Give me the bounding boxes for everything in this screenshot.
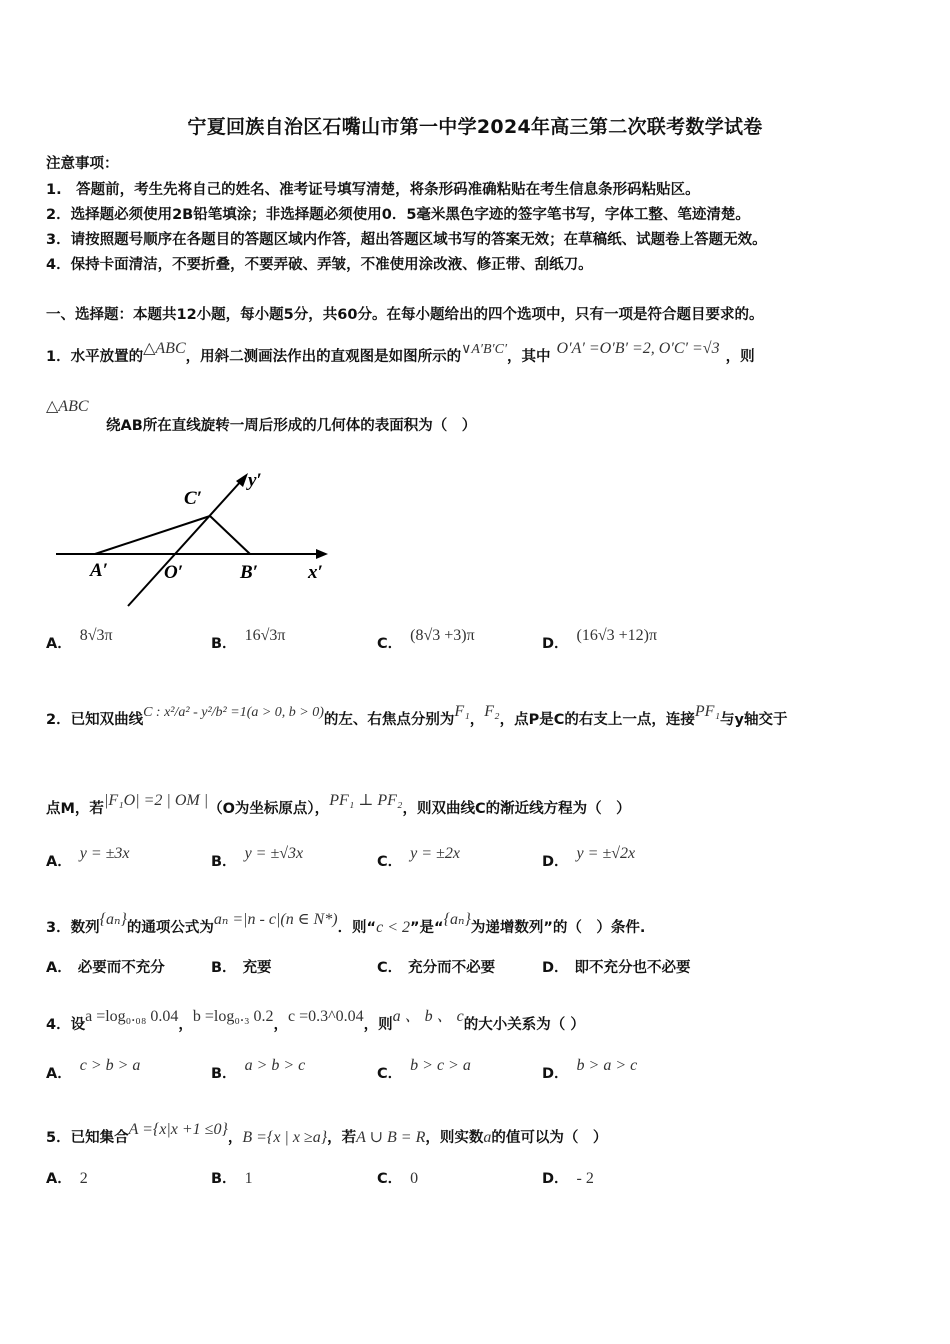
option-label: B． (211, 636, 237, 652)
q3-option-d[interactable] (542, 956, 691, 977)
option-label: C． (377, 1171, 403, 1187)
q5-text: ，则实数 (425, 1130, 484, 1146)
option-value: 2 (79, 1170, 88, 1187)
option-label: C． (377, 960, 403, 976)
q3-option-c[interactable] (377, 956, 495, 977)
q4-text: 的大小关系为（ ） (463, 1017, 585, 1033)
label-a-prime: A′ (90, 560, 109, 581)
q2-text: ，点P是C的右支上一点，连接 (499, 712, 695, 728)
q5-math-set-a: A ={x|x +1 ≤0} (128, 1121, 228, 1138)
q3-text: ．则“ (337, 920, 377, 936)
q4-option-d[interactable] (542, 1057, 638, 1083)
option-value: y = ±√3x (244, 845, 304, 862)
notice-heading: 注意事项： (46, 156, 119, 172)
q1-text: ，其中 (507, 349, 551, 365)
option-label: C． (377, 854, 403, 870)
question-1-line-2b: 绕AB所在直线旋转一周后形成的几何体的表面积为（ ） (106, 418, 477, 434)
label-c-prime: C′ (184, 488, 203, 509)
option-label: B． (211, 1066, 237, 1082)
q1-option-b[interactable] (211, 627, 286, 653)
option-value: 充分而不必要 (408, 960, 496, 976)
q4-text: ， (178, 1017, 193, 1033)
q3-text: 的通项公式为 (126, 920, 214, 936)
q2-text: 的左、右焦点分别为 (323, 712, 455, 728)
q4-text: 4．设 (46, 1017, 86, 1033)
option-value: a > b > c (244, 1057, 306, 1074)
q1-text: ，用斜二测画法作出的直观图是如图所示的 (185, 349, 462, 365)
q1-option-a[interactable] (46, 627, 113, 653)
q1-option-d[interactable] (542, 627, 658, 653)
q1-figure (50, 460, 350, 610)
q4-math-b: b =log₀.₃ 0.2 (192, 1008, 274, 1025)
q2-math-perp: PF₁ ⊥ PF₂ (329, 792, 403, 809)
q4-option-c[interactable] (377, 1057, 471, 1083)
q4-option-a[interactable] (46, 1057, 141, 1083)
question-3-line-1 (46, 909, 645, 937)
q3-text: 为递增数列”的（ ）条件. (470, 920, 646, 936)
q5-option-a[interactable] (46, 1167, 88, 1188)
option-label: D． (542, 1066, 569, 1082)
label-o-prime: O′ (164, 562, 184, 583)
label-y-prime: y′ (248, 470, 262, 491)
q1-math-triangle: △ABC (143, 340, 186, 357)
x-axis-arrow-icon (316, 549, 328, 559)
q1-math-triangle-2: △ABC (46, 398, 89, 415)
option-value: 16√3π (244, 627, 286, 644)
q4-text: ， (273, 1017, 289, 1033)
q4-math-a: a =log₀.₀₈ 0.04 (85, 1008, 179, 1025)
q2-option-d[interactable] (542, 845, 636, 871)
q4-option-b[interactable] (211, 1057, 306, 1083)
q5-option-d[interactable] (542, 1167, 594, 1188)
option-value: 必要而不充分 (77, 960, 165, 976)
option-label: A． (46, 960, 72, 976)
question-4-line-1 (46, 1003, 585, 1034)
q3-math-seq: {aₙ} (99, 911, 127, 928)
option-value: 充要 (242, 960, 272, 976)
q2-math-pf1: PF₁ (694, 703, 720, 720)
question-2-line-2 (46, 790, 631, 818)
q3-math-general: aₙ =|n - c|(n ∈ N*) (213, 911, 338, 928)
option-value: y = ±2x (410, 845, 460, 862)
q3-text: 3．数列 (46, 920, 100, 936)
section-heading: 一、选择题：本题共12小题，每小题5分，共60分。在每小题给出的四个选项中，只有一项是符合题目要求的。 (46, 307, 764, 323)
option-label: B． (211, 854, 237, 870)
option-value: 即不充分也不必要 (574, 960, 691, 976)
option-label: C． (377, 636, 403, 652)
exam-title: 宁夏回族自治区石嘴山市第一中学2024年高三第二次联考数学试卷 (187, 116, 763, 138)
q2-text: （O为坐标原点）， (208, 801, 330, 817)
option-value: (16√3 +12)π (576, 627, 658, 644)
q5-math-a: a (483, 1129, 492, 1146)
q5-math-set-b: B ={x | x ≥a} (242, 1129, 328, 1146)
option-label: D． (542, 854, 569, 870)
q2-math-f1: F₁ (454, 703, 470, 720)
q5-math-union: A ∪ B = R (356, 1129, 426, 1146)
notice-item-4: 4．保持卡面清洁，不要折叠，不要弄破、弄皱，不准使用涂改液、修正带、刮纸刀。 (46, 257, 593, 273)
q5-text: ，若 (327, 1130, 357, 1146)
question-1-line-2 (46, 398, 89, 424)
q4-text: ，则 (363, 1017, 393, 1033)
option-value: b > c > a (410, 1057, 471, 1074)
question-5-line-1 (46, 1121, 607, 1147)
q2-option-c[interactable] (377, 845, 460, 871)
option-value: - 2 (576, 1170, 594, 1187)
q2-math-f2: F₂ (484, 703, 500, 720)
q3-text: ”是“ (410, 920, 444, 936)
option-label: D． (542, 960, 569, 976)
option-label: A． (46, 1171, 72, 1187)
label-b-prime: B′ (240, 562, 259, 583)
q5-text: 5．已知集合 (46, 1130, 129, 1146)
q2-text: ， (469, 712, 485, 728)
notice-item-1: 1. 答题前，考生先将自己的姓名、准考证号填写清楚，将条形码准确粘贴在考生信息条形码粘贴区。 (46, 182, 700, 198)
q3-option-b[interactable] (211, 956, 272, 977)
option-label: A． (46, 636, 72, 652)
option-value: 8√3π (79, 627, 113, 644)
q3-math-seq-2: {aₙ} (443, 911, 471, 928)
q1-text: ，则 (725, 349, 755, 365)
q2-math-condition: |F₁O| =2 | OM | (103, 792, 209, 809)
q4-math-c: c =0.3^0.04 (288, 1008, 364, 1025)
question-2-line-1 (46, 703, 787, 729)
q3-option-a[interactable] (46, 956, 165, 977)
label-x-prime: x′ (308, 562, 323, 583)
q5-option-c[interactable] (377, 1167, 418, 1188)
q5-text: 的值可以为（ ） (491, 1130, 608, 1146)
option-label: D． (542, 636, 569, 652)
segment-c-b (210, 516, 250, 554)
option-label: A． (46, 1066, 72, 1082)
option-label: C． (377, 1066, 403, 1082)
option-label: D． (542, 1171, 569, 1187)
option-value: c > b > a (79, 1057, 141, 1074)
option-value: y = ±√2x (576, 845, 636, 862)
option-value: 1 (244, 1170, 253, 1187)
notice-item-2: 2．选择题必须使用2B铅笔填涂；非选择题必须使用0．5毫米黑色字迹的签字笔书写，字体工整、笔迹清楚。 (46, 207, 750, 223)
q5-text: ， (227, 1130, 243, 1146)
q2-math-hyperbola: C : x²/a² - y²/b² =1(a > 0, b > 0) (143, 705, 324, 720)
q2-option-b[interactable] (211, 845, 304, 871)
q5-option-b[interactable] (211, 1167, 253, 1188)
notice-item-3: 3．请按照题号顺序在各题目的答题区域内作答，超出答题区域书写的答案无效；在草稿纸、试题卷上答题无效。 (46, 232, 767, 248)
q1-math-lengths: O′A′ =O′B′ =2, O′C′ =√3 (556, 340, 720, 357)
q1-text: 1．水平放置的 (46, 349, 144, 365)
q4-math-abc: a 、 b 、 c (392, 1008, 464, 1025)
option-value: 0 (410, 1170, 419, 1187)
option-value: y = ±3x (79, 845, 130, 862)
option-label: B． (211, 960, 237, 976)
q1-math-intuitive: ∨A′B′C′ (461, 342, 508, 357)
q2-text: ，则双曲线C的渐近线方程为（ ） (402, 801, 631, 817)
q2-option-a[interactable] (46, 845, 130, 871)
option-value: b > a > c (576, 1057, 638, 1074)
q3-math-c: c < 2 (376, 919, 410, 936)
q1-option-c[interactable] (377, 627, 475, 653)
q2-text: 点M，若 (46, 801, 104, 817)
option-value: (8√3 +3)π (410, 627, 475, 644)
question-1-line-1 (46, 338, 755, 366)
option-label: B． (211, 1171, 237, 1187)
option-label: A． (46, 854, 72, 870)
q2-text: 与y轴交于 (720, 712, 788, 728)
q2-text: 2．已知双曲线 (46, 712, 144, 728)
